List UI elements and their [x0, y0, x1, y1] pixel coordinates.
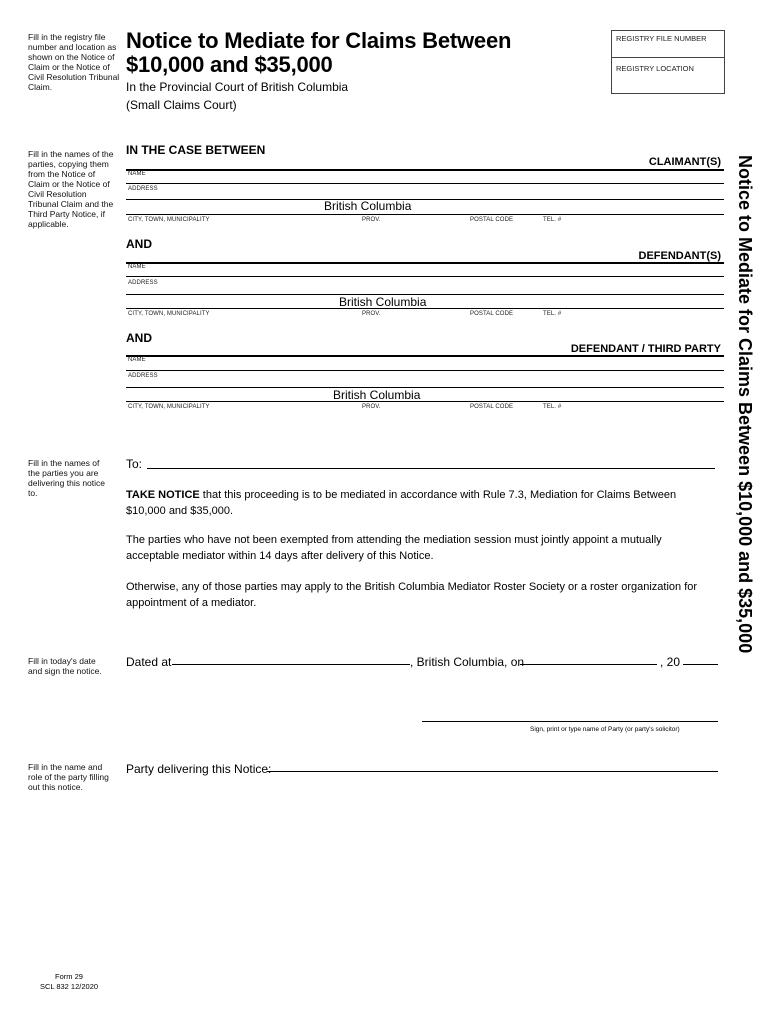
- signature-caption: Sign, print or type name of Party (or party's solicitor): [530, 726, 680, 733]
- third-party-province: British Columbia: [333, 388, 421, 402]
- take-notice-text: that this proceeding is to be mediated in accordance with Rule 7.3, Mediation for Claims Between $10,000 and $35,000.: [126, 489, 677, 517]
- claimant-role-label: CLAIMANT(S): [648, 156, 721, 168]
- registry-file-number-label: REGISTRY FILE NUMBER: [616, 34, 707, 43]
- court-name: In the Provincial Court of British Columbia: [126, 80, 349, 94]
- side-title: Notice to Mediate for Claims Between $10,000 and $35,000: [735, 155, 755, 654]
- claimant-tel-label: TEL. #: [543, 217, 562, 223]
- third-party-city-label: CITY, TOWN, MUNICIPALITY: [128, 404, 210, 410]
- and-label-2: AND: [126, 331, 152, 345]
- form-title-line2: $10,000 and $35,000: [126, 52, 333, 77]
- form-number: Form 29: [55, 972, 83, 981]
- claimant-name-label: NAME: [128, 171, 146, 177]
- parties-hint: Fill in the names of the parties, copying them from the Notice of Claim or the Notice of Civil Resolution Tribunal Claim and the Third Party Notice, if applicable.: [28, 149, 114, 229]
- bc-on-label: , British Columbia, on: [410, 655, 525, 669]
- form-code: SCL 832 12/2020: [39, 982, 99, 991]
- year-prefix-label: , 20: [660, 655, 681, 669]
- claimant-address-label: ADDRESS: [128, 186, 158, 192]
- party-delivering-label: Party delivering this Notice:: [126, 762, 272, 776]
- third-party-address-line[interactable]: [126, 370, 724, 371]
- claimant-postal-label: POSTAL CODE: [470, 217, 514, 223]
- registry-box: [611, 30, 725, 94]
- claimant-city-line[interactable]: [126, 214, 724, 215]
- third-party-address-label: ADDRESS: [128, 373, 158, 379]
- defendant-address-line[interactable]: [126, 276, 724, 277]
- claimant-address-end: [126, 199, 724, 200]
- third-party-city-line[interactable]: [126, 401, 724, 402]
- signature-line[interactable]: [422, 721, 718, 722]
- defendant-prov-label: PROV.: [362, 311, 381, 317]
- dated-at-label: Dated at: [126, 655, 172, 669]
- roster-paragraph: Otherwise, any of those parties may apply to the British Columbia Mediator Roster Society or a roster organization for appointment of a mediator.: [126, 581, 698, 609]
- claimant-city-label: CITY, TOWN, MUNICIPALITY: [128, 217, 210, 223]
- date-hint: Fill in today's date and sign the notice.: [28, 656, 102, 676]
- registry-location-label: REGISTRY LOCATION: [616, 64, 694, 73]
- defendant-province: British Columbia: [339, 295, 427, 309]
- third-party-postal-label: POSTAL CODE: [470, 404, 514, 410]
- defendant-name-label: NAME: [128, 264, 146, 270]
- defendant-city-line[interactable]: [126, 308, 724, 309]
- to-label: To:: [126, 457, 143, 471]
- defendant-address-label: ADDRESS: [128, 280, 158, 286]
- case-heading: IN THE CASE BETWEEN: [126, 143, 266, 157]
- registry-file-number-field[interactable]: [614, 43, 722, 55]
- third-party-name-line[interactable]: [126, 355, 724, 357]
- mediator-paragraph: The parties who have not been exempted from attending the mediation session must jointly appoint a mutually acceptable mediator within 14 days after delivery of this Notice.: [126, 534, 662, 562]
- third-party-name-label: NAME: [128, 357, 146, 363]
- dated-place-line[interactable]: [172, 664, 410, 665]
- third-party-prov-label: PROV.: [362, 404, 381, 410]
- take-notice-paragraph: [126, 487, 706, 519]
- claimant-name-line[interactable]: [126, 169, 724, 171]
- third-party-role-label: DEFENDANT / THIRD PARTY: [570, 343, 721, 355]
- to-field-line[interactable]: [147, 468, 715, 469]
- claimant-province: British Columbia: [324, 199, 412, 213]
- defendant-name-line[interactable]: [126, 262, 724, 264]
- defendant-tel-label: TEL. #: [543, 311, 562, 317]
- take-notice-bold: TAKE NOTICE: [126, 489, 200, 501]
- claimant-prov-label: PROV.: [362, 217, 381, 223]
- defendant-role-label: DEFENDANT(S): [638, 250, 721, 262]
- party-delivering-line[interactable]: [267, 771, 718, 772]
- registry-divider: [612, 57, 724, 58]
- third-party-address-end: [126, 387, 724, 388]
- and-label-1: AND: [126, 237, 152, 251]
- registry-location-field[interactable]: [614, 75, 722, 91]
- party-role-hint: Fill in the name and role of the party filling out this notice.: [28, 762, 109, 792]
- delivering-to-hint: Fill in the names of the parties you are delivering this notice to.: [28, 458, 106, 498]
- third-party-tel-label: TEL. #: [543, 404, 562, 410]
- dated-date-line[interactable]: [520, 664, 657, 665]
- defendant-postal-label: POSTAL CODE: [470, 311, 514, 317]
- defendant-city-label: CITY, TOWN, MUNICIPALITY: [128, 311, 210, 317]
- registry-hint: Fill in the registry file number and location as shown on the Notice of Claim or the Notice of Civil Resolution Tribunal Claim.: [28, 32, 120, 92]
- form-title-line1: Notice to Mediate for Claims Between: [126, 28, 512, 53]
- claimant-address-line[interactable]: [126, 183, 724, 184]
- court-subtitle: (Small Claims Court): [126, 98, 237, 112]
- dated-year-line[interactable]: [683, 664, 718, 665]
